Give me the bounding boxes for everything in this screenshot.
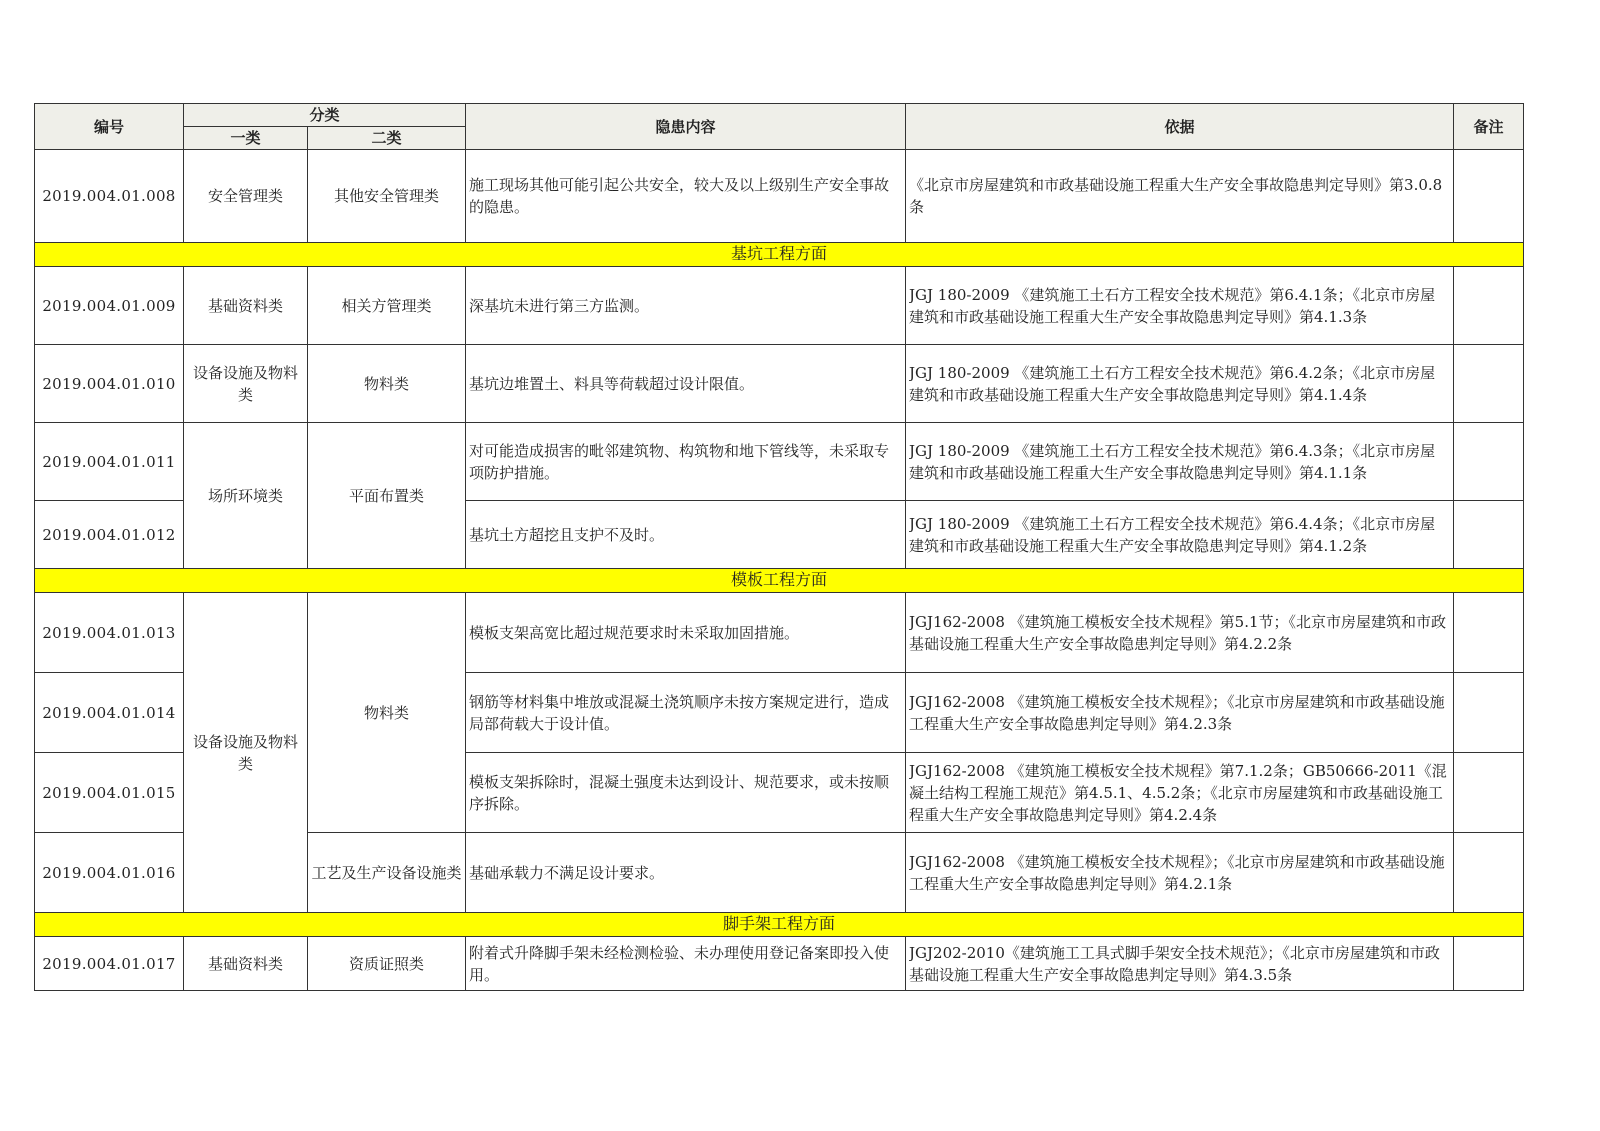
row-cat1: 设备设施及物料类: [184, 345, 308, 423]
header-cat1: 一类: [184, 127, 308, 150]
row-content: 施工现场其他可能引起公共安全，较大及以上级别生产安全事故的隐患。: [466, 150, 906, 243]
row-remark: [1454, 593, 1524, 673]
row-content: 深基坑未进行第三方监测。: [466, 267, 906, 345]
row-basis: JGJ 180-2009 《建筑施工土石方工程安全技术规范》第6.4.2条；《北京市房屋建筑和市政基础设施工程重大生产安全事故隐患判定导则》第4.1.4条: [906, 345, 1454, 423]
row-remark: [1454, 150, 1524, 243]
row-cat1: 基础资料类: [184, 267, 308, 345]
row-code: 2019.004.01.015: [35, 753, 184, 833]
header-remark: 备注: [1454, 104, 1524, 150]
row-cat2: 相关方管理类: [308, 267, 466, 345]
row-basis: JGJ 180-2009 《建筑施工土石方工程安全技术规范》第6.4.4条；《北京市房屋建筑和市政基础设施工程重大生产安全事故隐患判定导则》第4.1.2条: [906, 501, 1454, 569]
table-row: [35, 423, 1524, 501]
row-remark: [1454, 833, 1524, 913]
row-code: 2019.004.01.010: [35, 345, 184, 423]
table-row: [35, 937, 1524, 991]
row-code: 2019.004.01.012: [35, 501, 184, 569]
row-content: 对可能造成损害的毗邻建筑物、构筑物和地下管线等，未采取专项防护措施。: [466, 423, 906, 501]
row-code: 2019.004.01.013: [35, 593, 184, 673]
row-cat1: 基础资料类: [184, 937, 308, 991]
row-content: 基坑土方超挖且支护不及时。: [466, 501, 906, 569]
row-cat1: 安全管理类: [184, 150, 308, 243]
row-content: 模板支架拆除时，混凝土强度未达到设计、规范要求，或未按顺序拆除。: [466, 753, 906, 833]
row-remark: [1454, 673, 1524, 753]
header-basis: 依据: [906, 104, 1454, 150]
row-basis: JGJ162-2008 《建筑施工模板安全技术规程》第5.1节；《北京市房屋建筑和市政基础设施工程重大生产安全事故隐患判定导则》第4.2.2条: [906, 593, 1454, 673]
row-content: 附着式升降脚手架未经检测检验、未办理使用登记备案即投入使用。: [466, 937, 906, 991]
header-cat2: 二类: [308, 127, 466, 150]
row-content: 基础承载力不满足设计要求。: [466, 833, 906, 913]
section-row: [35, 243, 1524, 267]
row-cat2: 物料类: [308, 345, 466, 423]
row-cat1: 设备设施及物料类: [184, 593, 308, 913]
row-remark: [1454, 937, 1524, 991]
row-code: 2019.004.01.008: [35, 150, 184, 243]
row-remark: [1454, 423, 1524, 501]
section-title: 基坑工程方面: [731, 246, 828, 263]
row-code: 2019.004.01.016: [35, 833, 184, 913]
section-row: [35, 913, 1524, 937]
row-code: 2019.004.01.017: [35, 937, 184, 991]
row-remark: [1454, 345, 1524, 423]
row-content: 钢筋等材料集中堆放或混凝土浇筑顺序未按方案规定进行，造成局部荷载大于设计值。: [466, 673, 906, 753]
table-row: [35, 593, 1524, 673]
row-basis: JGJ202-2010《建筑施工工具式脚手架安全技术规范》；《北京市房屋建筑和市政基础设施工程重大生产安全事故隐患判定导则》第4.3.5条: [906, 937, 1454, 991]
header-row: [35, 104, 1524, 127]
row-code: 2019.004.01.009: [35, 267, 184, 345]
table-row: [35, 267, 1524, 345]
header-content: 隐患内容: [466, 104, 906, 150]
row-basis: JGJ 180-2009 《建筑施工土石方工程安全技术规范》第6.4.1条；《北京市房屋建筑和市政基础设施工程重大生产安全事故隐患判定导则》第4.1.3条: [906, 267, 1454, 345]
row-code: 2019.004.01.011: [35, 423, 184, 501]
header-code: 编号: [35, 104, 184, 150]
row-cat2: 工艺及生产设备设施类: [308, 833, 466, 913]
row-basis: JGJ162-2008 《建筑施工模板安全技术规程》；《北京市房屋建筑和市政基础设施工程重大生产安全事故隐患判定导则》第4.2.3条: [906, 673, 1454, 753]
row-remark: [1454, 753, 1524, 833]
row-content: 基坑边堆置土、料具等荷载超过设计限值。: [466, 345, 906, 423]
row-remark: [1454, 501, 1524, 569]
header-category: 分类: [184, 104, 466, 127]
table-row: [35, 345, 1524, 423]
row-cat2: 其他安全管理类: [308, 150, 466, 243]
section-title: 模板工程方面: [731, 572, 828, 589]
row-basis: JGJ162-2008 《建筑施工模板安全技术规程》；《北京市房屋建筑和市政基础设施工程重大生产安全事故隐患判定导则》第4.2.1条: [906, 833, 1454, 913]
row-content: 模板支架高宽比超过规范要求时未采取加固措施。: [466, 593, 906, 673]
section-row: [35, 569, 1524, 593]
hazard-table: [34, 103, 1524, 991]
table-row: [35, 150, 1524, 243]
row-basis: JGJ162-2008 《建筑施工模板安全技术规程》第7.1.2条；GB50666-2011《混凝土结构工程施工规范》第4.5.1、4.5.2条；《北京市房屋建筑和市政基础设施工程重大生产安全事故隐患判定导则》第4.2.4条: [906, 753, 1454, 833]
row-code: 2019.004.01.014: [35, 673, 184, 753]
row-cat2: 资质证照类: [308, 937, 466, 991]
row-cat1: 场所环境类: [184, 423, 308, 569]
row-basis: 《北京市房屋建筑和市政基础设施工程重大生产安全事故隐患判定导则》第3.0.8条: [906, 150, 1454, 243]
row-cat2: 平面布置类: [308, 423, 466, 569]
row-cat2: 物料类: [308, 593, 466, 833]
row-basis: JGJ 180-2009 《建筑施工土石方工程安全技术规范》第6.4.3条；《北京市房屋建筑和市政基础设施工程重大生产安全事故隐患判定导则》第4.1.1条: [906, 423, 1454, 501]
row-remark: [1454, 267, 1524, 345]
section-title: 脚手架工程方面: [723, 916, 836, 933]
